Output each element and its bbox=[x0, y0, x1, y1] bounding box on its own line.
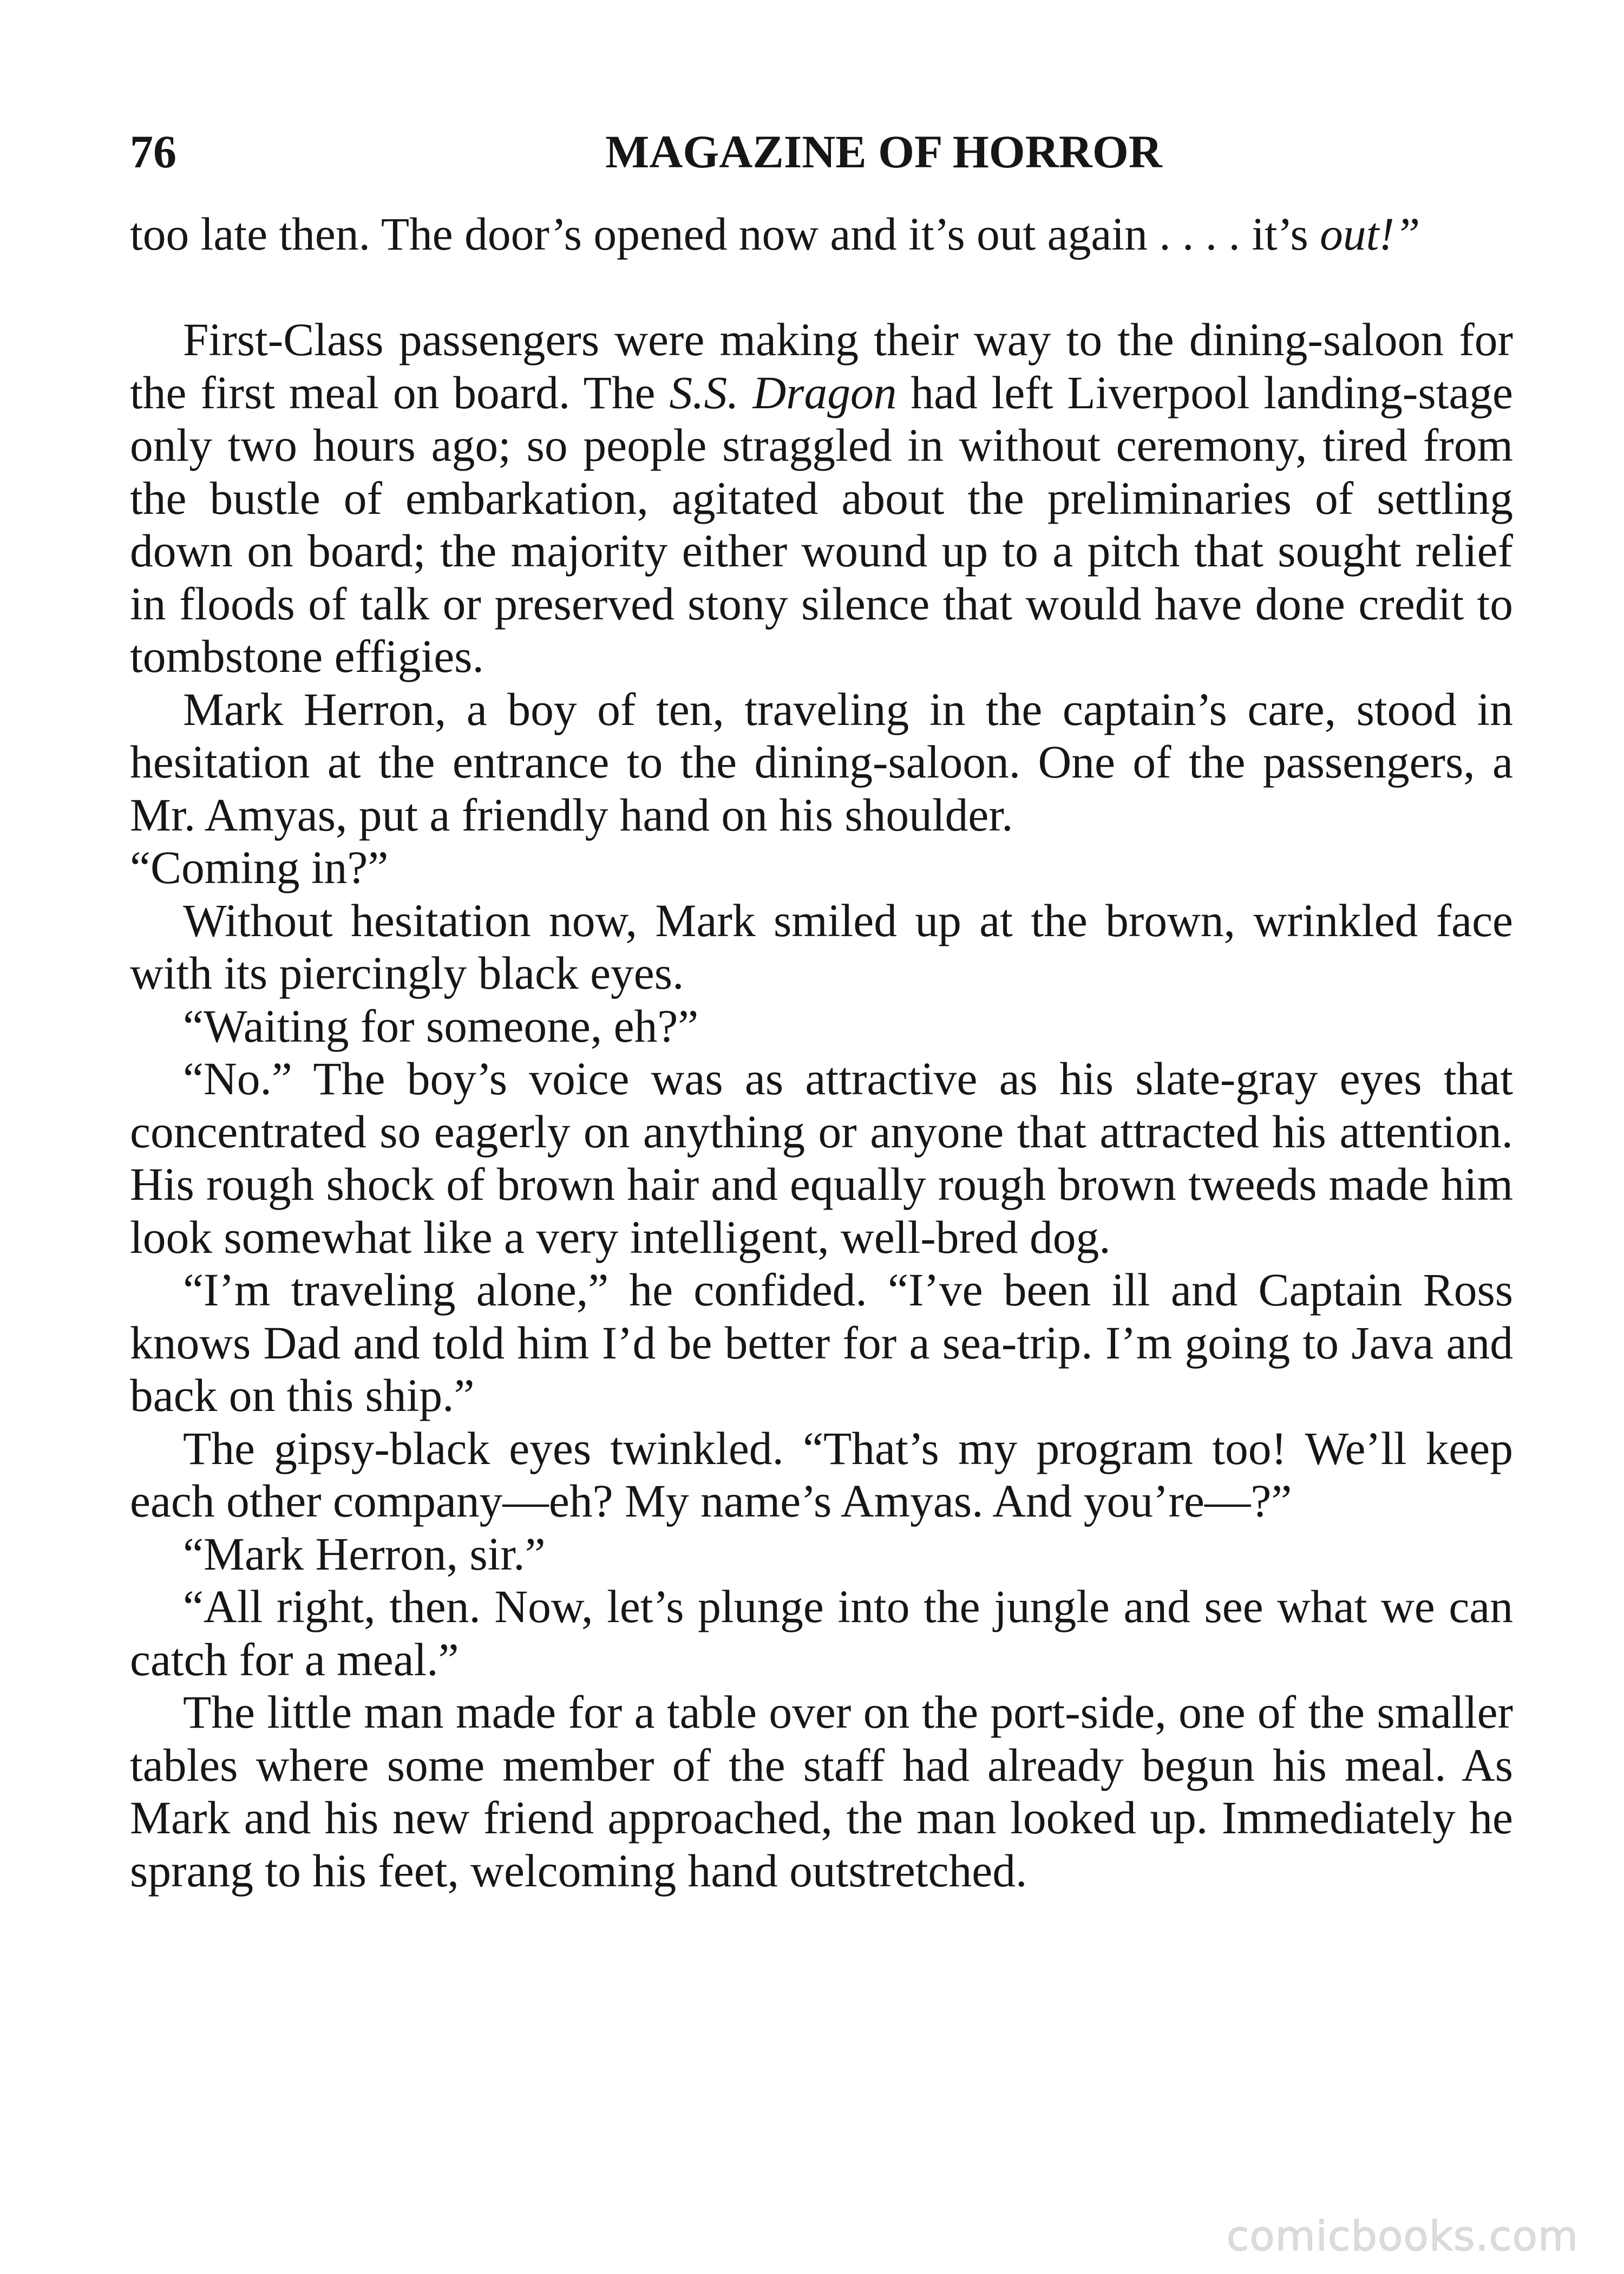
paragraph: The little man made for a table over on the port-side, one of the smaller tables where some member of the staff had already begun his meal. As Mark and his new friend approached, the man looked up. Immediately he sprang to his feet, welcoming hand outstretched. bbox=[130, 1687, 1513, 1897]
magazine-title: MAGAZINE OF HORROR bbox=[605, 126, 1162, 178]
ship-name: S.S. Dragon bbox=[669, 367, 897, 419]
paragraph-text: too late then. The door’s opened now and it’s out again . . . . it’s bbox=[130, 209, 1320, 260]
paragraph bbox=[130, 208, 1513, 262]
body-text bbox=[130, 208, 1513, 1898]
paragraph bbox=[130, 314, 1513, 684]
paragraph: “I’m traveling alone,” he confided. “I’ve been ill and Captain Ross knows Dad and told him I’d be better for a sea-trip. I’m going to Java and back on this ship.” bbox=[130, 1265, 1513, 1421]
paragraph: “Waiting for someone, eh?” bbox=[183, 1001, 699, 1052]
page-number: 76 bbox=[130, 126, 176, 178]
watermark: comicbooks.com bbox=[1226, 2212, 1579, 2260]
paragraph: “Mark Herron, sir.” bbox=[183, 1528, 546, 1580]
paragraph: “Coming in?” bbox=[130, 842, 389, 893]
paragraph-text: First-Class passengers were making their way to the dining-saloon for the first meal on board. The bbox=[130, 315, 1513, 419]
paragraph: “No.” The boy’s voice was as attractive as his slate-gray eyes that concentrated so eagerly on anything or anyone that attracted his attention. His rough shock of brown hair and equally rough brown tweeds made him look somewhat like a very intelligent, well-bred dog. bbox=[130, 1054, 1513, 1263]
paragraph: Without hesitation now, Mark smiled up at the brown, wrinkled face with its piercingly black eyes. bbox=[130, 895, 1513, 999]
paragraph: The gipsy-black eyes twinkled. “That’s my program too! We’ll keep each other company—eh? My name’s Amyas. And you’re—?” bbox=[130, 1423, 1513, 1527]
paragraph: Mark Herron, a boy of ten, traveling in the captain’s care, stood in hesitation at the entrance to the dining-saloon. One of the passengers, a Mr. Amyas, put a friendly hand on his shoulder. bbox=[130, 684, 1513, 841]
paragraph-text: had left Liverpool landing-stage only two hours ago; so people straggled in without ceremony, tired from the bustle of embarkation, agitated about the preliminaries of settling down on board; the majority either wound up to a pitch that sought relief in floods of talk or preserved stony silence that would have done credit to tombstone effigies. bbox=[130, 367, 1513, 682]
emphasis-text: out!” bbox=[1320, 209, 1420, 260]
paragraph: “All right, then. Now, let’s plunge into the jungle and see what we can catch for a meal.” bbox=[130, 1582, 1513, 1685]
running-head bbox=[130, 125, 1513, 190]
